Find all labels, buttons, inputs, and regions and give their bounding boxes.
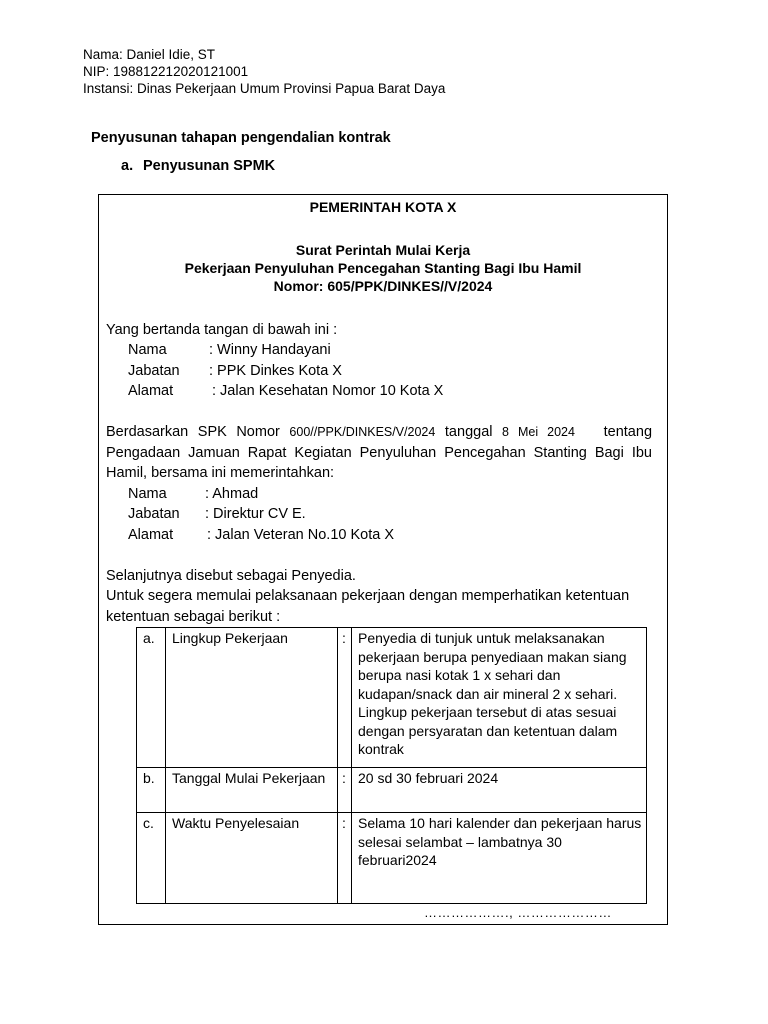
basis-paragraph xyxy=(106,422,652,484)
term-label: Lingkup Pekerjaan xyxy=(166,628,338,768)
provider-jabatan-label: Jabatan xyxy=(128,506,180,522)
signer-jabatan-label: Jabatan xyxy=(128,363,180,379)
table-row xyxy=(137,813,647,904)
provider-alamat-label: Alamat xyxy=(128,527,174,543)
provider-nama-value: : Ahmad xyxy=(205,486,259,502)
section-title: Penyusunan tahapan pengendalian kontrak xyxy=(91,130,391,146)
after-text-1: Selanjutnya disebut sebagai Penyedia. xyxy=(106,568,356,584)
basis-p1: Berdasarkan SPK Nomor xyxy=(106,424,280,440)
signer-nama-label: Nama xyxy=(128,342,167,358)
table-row xyxy=(137,768,647,813)
signer-alamat-label: Alamat xyxy=(128,383,174,399)
provider-jabatan xyxy=(128,504,306,525)
signer-nama-value: : Winny Handayani xyxy=(209,342,331,358)
author-name: Nama: Daniel Idie, ST xyxy=(83,47,216,62)
author-nip: NIP: 198812212020121001 xyxy=(83,64,249,79)
subsection-label: a. xyxy=(121,158,134,174)
provider-alamat-value: : Jalan Veteran No.10 Kota X xyxy=(207,527,395,543)
term-no: a. xyxy=(137,628,166,768)
signer-jabatan xyxy=(128,361,342,382)
signer-jabatan-value: : PPK Dinkes Kota X xyxy=(209,363,342,379)
letter-title: Surat Perintah Mulai Kerja xyxy=(295,242,471,258)
terms-table xyxy=(136,627,647,904)
signer-nama xyxy=(128,340,331,361)
letter-number: Nomor: 605/PPK/DINKES//V/2024 xyxy=(273,278,493,294)
basis-p2: tanggal xyxy=(444,424,493,440)
spk-date: 8 Mei 2024 xyxy=(502,425,575,439)
signer-alamat-value: : Jalan Kesehatan Nomor 10 Kota X xyxy=(212,383,444,399)
letter-frame xyxy=(98,194,668,925)
term-no: b. xyxy=(137,768,166,813)
term-value: Selama 10 hari kalender dan pekerjaan harus selesai selambat – lambatnya 30 februari2024 xyxy=(352,813,647,904)
basis-p3: tentang Pengadaan Jamuan Rapat Kegiatan Penyuluhan Pencegahan Stanting Bagi Ibu Hamil, bersama ini memerintahkan: xyxy=(106,424,653,481)
letter-subject: Pekerjaan Penyuluhan Pencegahan Stanting Bagi Ibu Hamil xyxy=(184,260,582,276)
term-label: Waktu Penyelesaian xyxy=(166,813,338,904)
table-row xyxy=(137,628,647,768)
term-colon: : xyxy=(338,813,352,904)
subsection-heading xyxy=(121,158,275,174)
term-value: Penyedia di tunjuk untuk melaksanakan pekerjaan berupa penyediaan makan siang berupa nasi kotak 1 x sehari dan kudapan/snack dan air mineral 2 x sehari. Lingkup pekerjaan tersebut di atas sesuai dengan persyaratan dan ketentuan dalam kontrak xyxy=(352,628,647,768)
provider-nama xyxy=(128,484,258,505)
after-text-2: Untuk segera memulai pelaksanaan pekerjaan dengan memperhatikan ketentuan ketentuan sebagai berikut : xyxy=(106,588,630,625)
provider-alamat xyxy=(128,525,394,546)
spk-number: 600//PPK/DINKES/V/2024 xyxy=(289,425,436,439)
provider-jabatan-value: : Direktur CV E. xyxy=(205,506,306,522)
term-colon: : xyxy=(338,628,352,768)
letter-gov: PEMERINTAH KOTA X xyxy=(309,199,457,215)
place-date-placeholder: ………………., ………………… xyxy=(424,905,612,920)
provider-nama-label: Nama xyxy=(128,486,167,502)
subsection-title: Penyusunan SPMK xyxy=(143,158,276,174)
author-instansi: Instansi: Dinas Pekerjaan Umum Provinsi Papua Barat Daya xyxy=(83,81,446,96)
term-no: c. xyxy=(137,813,166,904)
term-value: 20 sd 30 februari 2024 xyxy=(352,768,647,813)
letter-intro: Yang bertanda tangan di bawah ini : xyxy=(106,322,338,338)
signer-alamat xyxy=(128,381,443,402)
term-label: Tanggal Mulai Pekerjaan xyxy=(166,768,338,813)
term-colon: : xyxy=(338,768,352,813)
